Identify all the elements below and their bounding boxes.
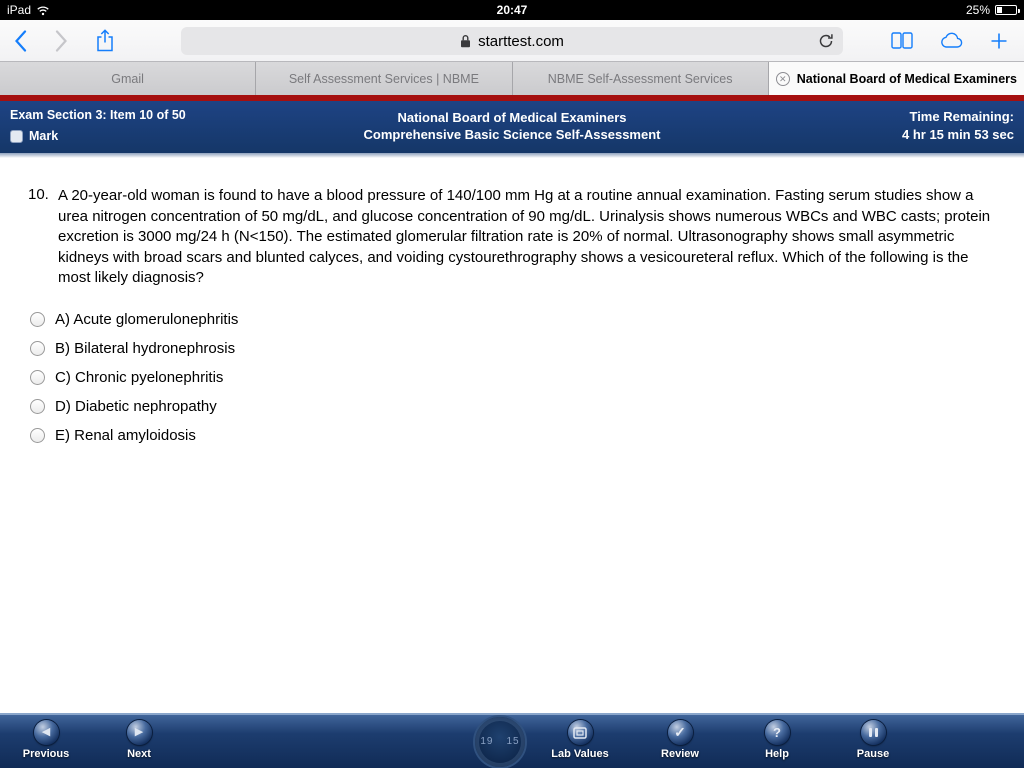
check-icon: ✓ bbox=[674, 724, 686, 740]
pause-icon bbox=[869, 728, 878, 737]
question-mark-icon: ? bbox=[773, 725, 781, 740]
tab-label: National Board of Medical Examiners bbox=[796, 71, 1017, 86]
review-button[interactable] bbox=[635, 720, 725, 760]
reload-button[interactable] bbox=[818, 33, 834, 49]
nav-label: Pause bbox=[856, 748, 890, 760]
tab-bar bbox=[0, 62, 1024, 95]
tab-national-board-active[interactable] bbox=[769, 62, 1024, 95]
option-b[interactable] bbox=[30, 340, 1024, 357]
question-area bbox=[0, 158, 1024, 713]
tab-label: NBME Self-Assessment Services bbox=[547, 71, 733, 86]
option-label: A) Acute glomerulonephritis bbox=[55, 310, 239, 328]
clock: 20:47 bbox=[496, 3, 528, 17]
option-label: B) Bilateral hydronephrosis bbox=[55, 339, 236, 357]
close-tab-icon[interactable]: ✕ bbox=[776, 72, 790, 86]
lock-icon bbox=[460, 34, 471, 48]
status-bar bbox=[0, 0, 1024, 20]
battery-icon bbox=[995, 5, 1017, 15]
carrier-label: iPad bbox=[7, 3, 32, 17]
share-button[interactable] bbox=[96, 29, 114, 52]
mark-label: Mark bbox=[29, 129, 59, 143]
option-c[interactable] bbox=[30, 369, 1024, 386]
radio-button[interactable] bbox=[30, 428, 45, 443]
option-a[interactable] bbox=[30, 311, 1024, 328]
tab-label: Gmail bbox=[111, 71, 144, 86]
radio-button[interactable] bbox=[30, 370, 45, 385]
question-number: 10. bbox=[28, 186, 49, 203]
option-label: E) Renal amyloidosis bbox=[55, 426, 196, 444]
url-text: starttest.com bbox=[478, 32, 564, 50]
previous-button[interactable] bbox=[1, 720, 91, 760]
nav-label: Review bbox=[661, 748, 699, 760]
time-remaining-value: 4 hr 15 min 53 sec bbox=[901, 127, 1014, 142]
answer-options bbox=[30, 311, 1024, 444]
icloud-tabs-icon[interactable] bbox=[939, 32, 964, 49]
radio-button[interactable] bbox=[30, 341, 45, 356]
nav-label: Next bbox=[127, 748, 151, 760]
nav-label: Lab Values bbox=[551, 748, 609, 760]
exam-subtitle: Comprehensive Basic Science Self-Assessment bbox=[363, 127, 661, 142]
radio-button[interactable] bbox=[30, 312, 45, 327]
lab-values-icon bbox=[573, 727, 587, 739]
time-remaining-label: Time Remaining: bbox=[909, 109, 1014, 124]
exam-title: National Board of Medical Examiners bbox=[397, 110, 627, 125]
back-button[interactable] bbox=[14, 30, 27, 52]
next-icon: ▶ bbox=[134, 726, 144, 738]
option-label: C) Chronic pyelonephritis bbox=[55, 368, 224, 386]
seal-year-right: 15 bbox=[506, 736, 520, 747]
nbme-seal bbox=[473, 715, 527, 768]
exam-bottom-nav bbox=[0, 713, 1024, 768]
battery-percent: 25% bbox=[965, 3, 990, 17]
nav-label: Previous bbox=[22, 748, 70, 760]
previous-icon: ◀ bbox=[41, 726, 51, 738]
pause-button[interactable] bbox=[828, 720, 918, 760]
address-bar[interactable] bbox=[181, 27, 843, 55]
option-label: D) Diabetic nephropathy bbox=[55, 397, 217, 415]
tab-label: Self Assessment Services | NBME bbox=[288, 71, 479, 86]
exam-header bbox=[0, 101, 1024, 153]
question-text: A 20-year-old woman is found to have a blood pressure of 140/100 mm Hg at a routine annual examination. Fasting serum studies show a urea nitrogen concentration of 50 mg/dL, and glucose concentration of 90 mg/dL. Urinalysis shows numerous WBCs and WBC casts; protein excretion is 3000 mg/24 h (N<150). The estimated glomerular filtration rate is 20% of normal. Ultrasonography shows small asymmetric kidneys with broad scars and blunted calyces, and voiding cystourethrography shows a vesicoureteral reflux. Which of the following is the most likely diagnosis? bbox=[58, 187, 991, 286]
radio-button[interactable] bbox=[30, 399, 45, 414]
nav-label: Help bbox=[765, 748, 789, 760]
tab-self-assessment-services[interactable] bbox=[256, 62, 512, 95]
bookmarks-icon[interactable] bbox=[891, 32, 913, 49]
option-e[interactable] bbox=[30, 427, 1024, 444]
exam-section-info: Exam Section 3: Item 10 of 50 bbox=[10, 108, 186, 122]
option-d[interactable] bbox=[30, 398, 1024, 415]
tab-nbme-self-assessment[interactable] bbox=[513, 62, 769, 95]
help-button[interactable] bbox=[732, 720, 822, 760]
browser-toolbar bbox=[0, 20, 1024, 62]
new-tab-icon[interactable] bbox=[990, 32, 1008, 50]
next-button[interactable] bbox=[94, 720, 184, 760]
forward-button[interactable] bbox=[55, 30, 68, 52]
lab-values-button[interactable] bbox=[535, 720, 625, 760]
tab-gmail[interactable] bbox=[0, 62, 256, 95]
wifi-icon bbox=[36, 5, 50, 16]
seal-year-left: 19 bbox=[480, 736, 494, 747]
